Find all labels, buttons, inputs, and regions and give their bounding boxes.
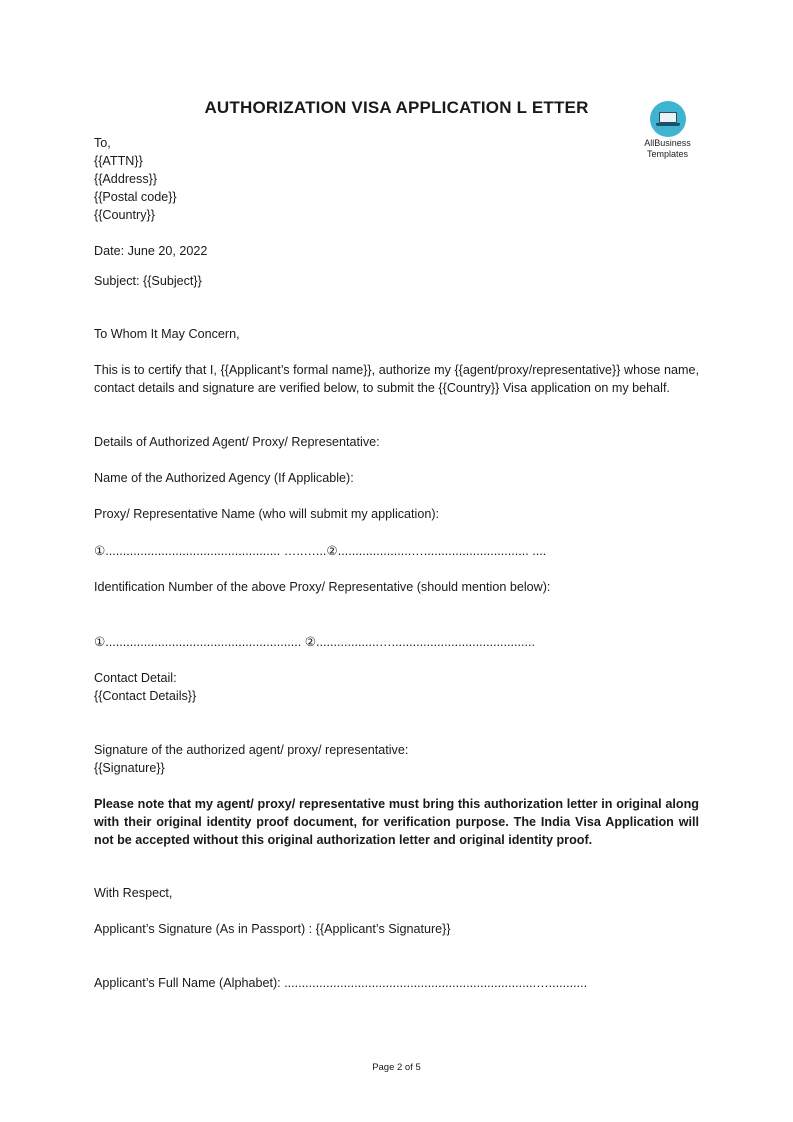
- contact-label: Contact Detail:: [94, 671, 177, 685]
- brand-logo: [640, 101, 695, 159]
- salutation: To Whom It May Concern,: [94, 327, 240, 341]
- id-number-label: Identification Number of the above Proxy/ Representative (should mention below):: [94, 580, 551, 594]
- agent-signature-value: {{Signature}}: [94, 761, 165, 775]
- applicant-signature: Applicant’s Signature (As in Passport) : {{Applicant’s Signature}}: [94, 922, 451, 936]
- contact-value: {{Contact Details}}: [94, 689, 197, 703]
- page-number: Page 2 of 5: [372, 1062, 421, 1073]
- proxy-name-label: Proxy/ Representative Name (who will submit my application):: [94, 507, 440, 521]
- certify-paragraph: This is to certify that I, {{Applicant’s formal name}}, authorize my {{agent/proxy/representative}} whose name, contact details and signature are verified below, to submit the {{Country}} Visa application on my behalf.: [94, 363, 699, 395]
- logo-text-line1: AllBusiness: [644, 138, 691, 148]
- document-title: AUTHORIZATION VISA APPLICATION L ETTER: [204, 98, 589, 117]
- agency-name-label: Name of the Authorized Agency (If Applicable):: [94, 471, 354, 485]
- laptop-icon: [650, 101, 686, 137]
- applicant-full-name: Applicant’s Full Name (Alphabet): ........................................................................…...........: [94, 976, 588, 990]
- address-attn: {{ATTN}}: [94, 154, 143, 168]
- address-street: {{Address}}: [94, 172, 158, 186]
- address-country: {{Country}}: [94, 208, 155, 222]
- address-postal: {{Postal code}}: [94, 190, 177, 204]
- proxy-name-fill: ①.................................................. …..…...②.....................….............................. ....: [94, 544, 547, 558]
- logo-text-line2: Templates: [646, 149, 689, 159]
- letter-date: Date: June 20, 2022: [94, 244, 208, 258]
- notice-paragraph: Please note that my agent/ proxy/ representative must bring this authorization letter in original along with their original identity proof document, for verification purpose. The India Visa Application will not be accepted without this original authorization letter and original identity proof.: [94, 797, 699, 847]
- details-heading: Details of Authorized Agent/ Proxy/ Representative:: [94, 435, 380, 449]
- address-to: To,: [94, 136, 111, 150]
- closing: With Respect,: [94, 886, 173, 900]
- letter-subject: Subject: {{Subject}}: [94, 274, 202, 288]
- id-number-fill: ①........................................................ ②..................….........................................: [94, 635, 536, 649]
- agent-signature-label: Signature of the authorized agent/ proxy/ representative:: [94, 743, 409, 757]
